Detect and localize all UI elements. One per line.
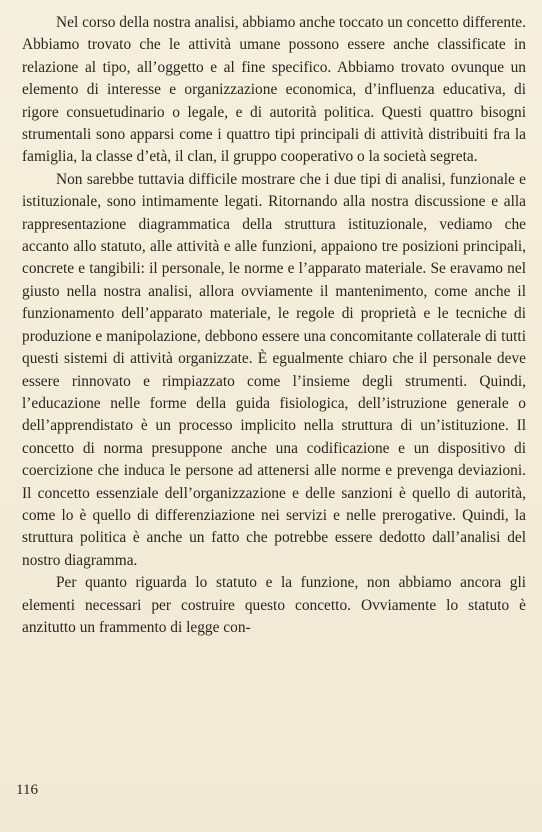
paragraph-1: Nel corso della nostra analisi, abbiamo anche toccato un concetto differente. Abbiamo trovato che le attività umane possono essere anche classificate in relazione al tipo, all’oggetto e al fine specifico. Abbiamo trovato ovunque un elemento di interesse e organizzazione economica, d’influenza educativa, di rigore consuetudinario o legale, e di autorità politica. Questi quattro bisogni strumentali sono apparsi come i quattro tipi principali di attività distribuiti fra la famiglia, la classe d’età, il clan, il gruppo cooperativo o la società segreta. xyxy=(22,14,526,166)
page-number: 116 xyxy=(16,782,38,798)
paragraph-2: Non sarebbe tuttavia difficile mostrare che i due tipi di analisi, funzionale e istituzionale, sono intimamente legati. Ritornando alla nostra discussione e alla rappresentazione diagrammatica della struttura istituzionale, vediamo che accanto allo statuto, alle attività e alle funzioni, appaiono tre posizioni principali, concrete e tangibili: il personale, le norme e l’apparato materiale. Se eravamo nel giusto nella nostra analisi, allora ovviamente il mantenimento, come anche il funzionamento dell’apparato materiale, le regole di proprietà e le tecniche di produzione e manipolazione, debbono essere una concomitante collaterale di tutti questi sistemi di attività organizzate. È egualmente chiaro che il personale deve essere rinnovato e rimpiazzato come l’insieme degli strumenti. Quindi, l’educazione nelle forme della guida fisiologica, dell’istruzione generale o dell’apprendistato è un processo implicito nella struttura di un’istituzione. Il concetto di norma presuppone anche una codificazione e un dispositivo di coercizione che induca le persone ad attenersi alle norme e prevenga deviazioni. Il concetto essenziale dell’organizzazione e delle sanzioni è quello di autorità, come lo è quello di differenziazione nei servizi e nelle prerogative. Quindi, la struttura politica è anche un fatto che potrebbe essere dedotto dall’analisi del nostro diagramma. xyxy=(22,170,526,569)
paragraph-3: Per quanto riguarda lo statuto e la funzione, non abbiamo ancora gli elementi necessari per costruire questo concetto. Ovviamente lo statuto è anzitutto un frammento di legge con- xyxy=(22,574,526,636)
body-text xyxy=(22,12,526,639)
